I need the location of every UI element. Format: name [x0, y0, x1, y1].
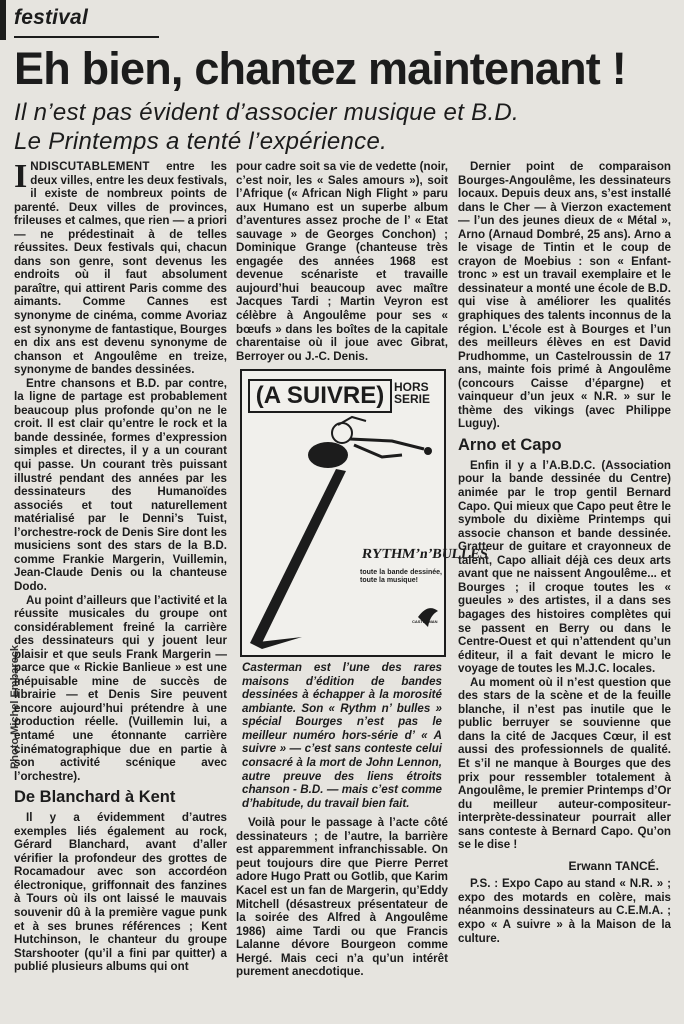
postscript: P.S. : Expo Capo au stand « N.R. » ; expo des motards en colère, mais néanmoins dessinateurs au C.E.M.A. ; expo « A suivre » à la Maison de la culture. [458, 877, 671, 945]
deck-line-1: Il n’est pas évident d’associer musique et B.D. [14, 99, 520, 126]
paragraph [14, 160, 227, 377]
paragraph: Il y a évidemment d’autres exemples liés également au rock, Gérard Blanchard, avant d’aller vérifier la profondeur des grottes de Rocamadour avec son accordéon électronique, griffonnait des fanzines à Tours où ils ont laissé le mauvais souvenir dû à la première vague punk et à ses brunes références ; Kent Hutchinson, le chanteur du groupe Starshooter (qu’il a fini par quitter) a publié plusieurs albums qui ont [14, 811, 227, 974]
deck [14, 98, 674, 156]
drop-cap: I [14, 158, 28, 195]
paragraph: Enfin il y a l’A.B.D.C. (Association pour la bande dessinée du Centre) animée par le trop gentil Bernard Capo. Qui mieux que Capo peut être le symbole du dixième Printemps qui associe chanson et bande dessinée. Gratteur de guitare et crayonneux de talent, Capo alliait déjà ces deux arts avant que ne naissent Angoulême... et Bourges ; il croque toutes les « gueules » des artistes, il a dans ses bagages des histoires complètes qui se passent en Berry ou dans le Centre-Ouest et qui n’attendent qu’un éditeur, il a fait devant le micro le voyage de toutes les M.J.C. locales. [458, 458, 671, 676]
paragraph: Entre chansons et B.D. par contre, la ligne de partage est probablement beaucoup plus profonde qu’on ne le croit. Il est clair qu’entre le rock et la bande dessinée, formes d’expression simples et directes, il y a un courant qui passe. Un courant très puissant illustré pendant des années par les dessinateurs des Humanoïdes associés et tout naturellement matérialisé par le Denni’s Tuist, l’orchestre-rock de Denis Sire dont les musiciens sont des stars de la B.D. comme Frankie Margerin, Vuillemin, Jean-Claude Denis ou la chanteuse Dodo. [14, 376, 227, 593]
magazine-cover-image [240, 369, 489, 657]
paragraph: Au moment où il n’est question que des stars de la scène et de la feuille blanche, il n’est pas inutile que le public berruyer se souvienne que dans la cité de Jacques Cœur, il est aussi des professionnels de qualité. Et s’il ne manque à Bourges que des prix pour ressembler totalement à Angoulême, le premier Printemps d’Or du meilleur auteur-compositeur-interprète-dessinateur pourrait aller sans conteste à Bernard Capo. Qu’on se le dise ! [458, 675, 671, 852]
section-bar [0, 0, 6, 40]
section-rule [14, 36, 159, 38]
image-caption: Casterman est l’une des rares maisons d’édition de bandes dessinées à échapper à la morosité ambiante. Son « Rythm n’ bulles » spécial Bourges n’est pas le meilleur numéro hors-série d’ « A suivre » — c’est sans conteste celui consacré à la mort de John Lennon, autre preuve des liens étroits chanson - B.D. — mais c’est comme d’habitude, du travail bien fait. [242, 661, 442, 810]
paragraph: Voilà pour le passage à l’acte côté dessinateurs ; de l’autre, la barrière est apparemment infranchissable. On peut toujours dire que Pierre Perret adore Hugo Pratt ou Gotlib, que Karim Kacel est un fan de Margerin, qu’Eddy Mitchell (désastreux présentateur de la soirée des Alfred à Angoulême 1986) aime Tardi ou que Francis Lalanne dévore Bourgeon comme Hergé. Mais ceci n’a qu’un intérêt purement anecdotique. [236, 816, 448, 979]
subhead: Arno et Capo [458, 435, 562, 454]
cover-serie: SERIE [394, 392, 431, 407]
headline: Eh bien, chantez maintenant ! [14, 43, 626, 94]
paragraph: Au point d’ailleurs que l’activité et la réussite musicales du groupe ont considérablement freiné la carrière des dessinateurs qui y jouent leur plaisir et que seuls Frank Margerin — parce que « Rickie Banlieue » est une inépuisable mine de succès de librairie — et Denis Sire peuvent encore aujourd’hui prétendre à une production réelle. (Vuillemin lui, a entamé une étonnante carrière cinématographique due en partie à son activité scénique avec l’orchestre). [14, 593, 227, 783]
subhead: De Blanchard à Kent [14, 788, 176, 807]
cover-tagline: toute la bande dessinée, toute la musique! [360, 569, 442, 585]
article-column-3 [458, 160, 671, 945]
section-label: festival [14, 6, 88, 29]
cover-banner: (A SUIVRE) [248, 379, 392, 413]
cover-hors: HORS [394, 380, 429, 395]
cover-title: RYTHM’n’BULLES [361, 547, 489, 563]
deck-line-2: Le Printemps a tenté l’expérience. [14, 128, 388, 155]
article-column-2 [236, 160, 489, 979]
photo-credit: Photo Michel Embareck [9, 644, 21, 770]
article-column-1 [14, 160, 227, 974]
byline-signature: Erwann TANCÉ. [568, 858, 659, 873]
cover-publisher: CASTERMAN [412, 619, 438, 625]
paragraph: pour cadre soit sa vie de vedette (noir, c’est noir, les « Sales amours »), soit l’Afrique (« African Nigh Flight » paru aux Humano est un superbe album d’aventures assez proche de l’ « Etat sauvage » de Georges Conchon) ; Dominique Grange (chanteuse très engagée des années 1968 est devenue scénariste et travaille aujourd’hui beaucoup avec maître Jacques Tardi ; Martin Veyron est célèbre à Angoulême pour ses « bœufs » dans les boîtes de la capitale charentaise où il joue avec Gibrat, Berroyer ou J.-C. Denis. [236, 160, 448, 363]
lead-word: NDISCUTABLEMENT [30, 160, 150, 173]
paragraph: Dernier point de comparaison Bourges-Angoulême, les dessinateurs locaux. Depuis deux ans, s’est installé dans le Cher — à Vierzon exactement — l’un des jeunes dieux de « Métal », Arno (Arnaud Dombré, 25 ans). Arno a le visage de Tintin et le coup de crayon de Moebius : son « Enfant-tronc » est un travail exemplaire et le dessinateur a monté une école de B.D. qui vise à améliorer les qualités graphiques des talents inconnus de la région. L’école est à Bourges et l’un des meilleurs élèves en est David Prudhomme, un Castelroussin de 17 ans, mainte fois primé à Angoulême (concours Caisse d’épargne) et vainqueur d’un jeux « N.R. » sur le thème des vikings (avec Philippe Luguy). [458, 160, 671, 431]
paragraph-text: entre les deux villes, entre les deux festivals, il existe de nombreux points de parenté. Deux villes de provinces, frileuses et calmes, que rien — a priori — ne prédestinait à de telles réussites. Deux festivals qui, chacun dans son genre, sont devenus les endroits où il faut absolument paraître, qui attirent Paris comme des aimants. Comme Cannes est synonyme de cinéma, comme Avoriaz est synonyme de fantastique, Bourges en dix ans est devenu synonyme de chanson et Angoulême en treize, synonyme de bandes dessinées. [14, 160, 227, 377]
